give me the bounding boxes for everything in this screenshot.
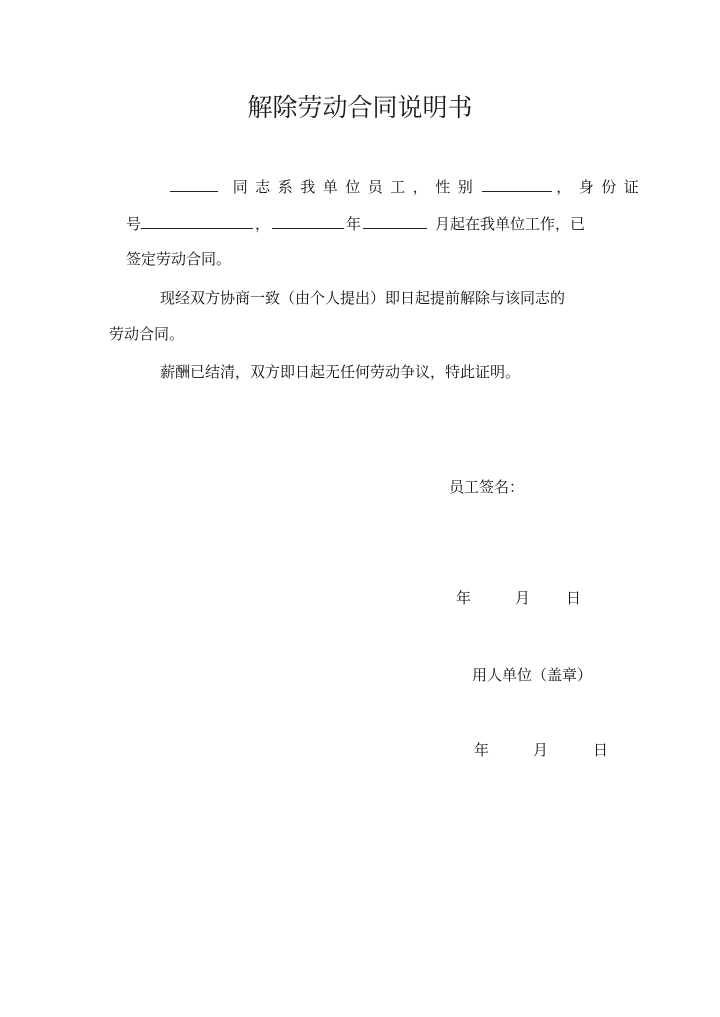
line2-comma: ， [255,215,271,233]
start-month-blank [363,213,427,229]
paragraph-3: 薪酬已结清，双方即日起无任何劳动争议，特此证明。 [160,363,521,381]
date-1-month: 月 [515,589,531,607]
document-title: 解除劳动合同说明书 [247,93,473,122]
start-year-blank [272,213,344,229]
date-1-year: 年 [456,589,472,607]
line2-prefix: 号 [126,215,142,233]
paragraph-1-line-1 [168,176,646,197]
date-2-day: 日 [593,741,609,759]
line2-end: 月起在我单位工作，已 [435,215,586,233]
paragraph-1-line-3: 签定劳动合同。 [126,250,232,268]
line2-year: 年 [346,215,362,233]
paragraph-2-line-2: 劳动合同。 [109,325,185,343]
employer-seal-label: 用人单位（盖章） [472,666,593,684]
paragraph-1-line-2 [126,213,585,234]
employee-signature-label: 员工签名： [449,478,525,496]
line1-text-a: 同志系我单位员工，性别 [232,178,481,196]
date-2-year: 年 [474,741,490,759]
name-blank [170,176,218,192]
line1-text-b: ，身份证 [556,178,647,196]
date-1-day: 日 [566,589,582,607]
id-number-blank [141,213,253,229]
date-2-month: 月 [533,741,549,759]
paragraph-2-line-1: 现经双方协商一致（由个人提出）即日起提前解除与该同志的 [160,289,566,307]
gender-blank [482,176,552,192]
